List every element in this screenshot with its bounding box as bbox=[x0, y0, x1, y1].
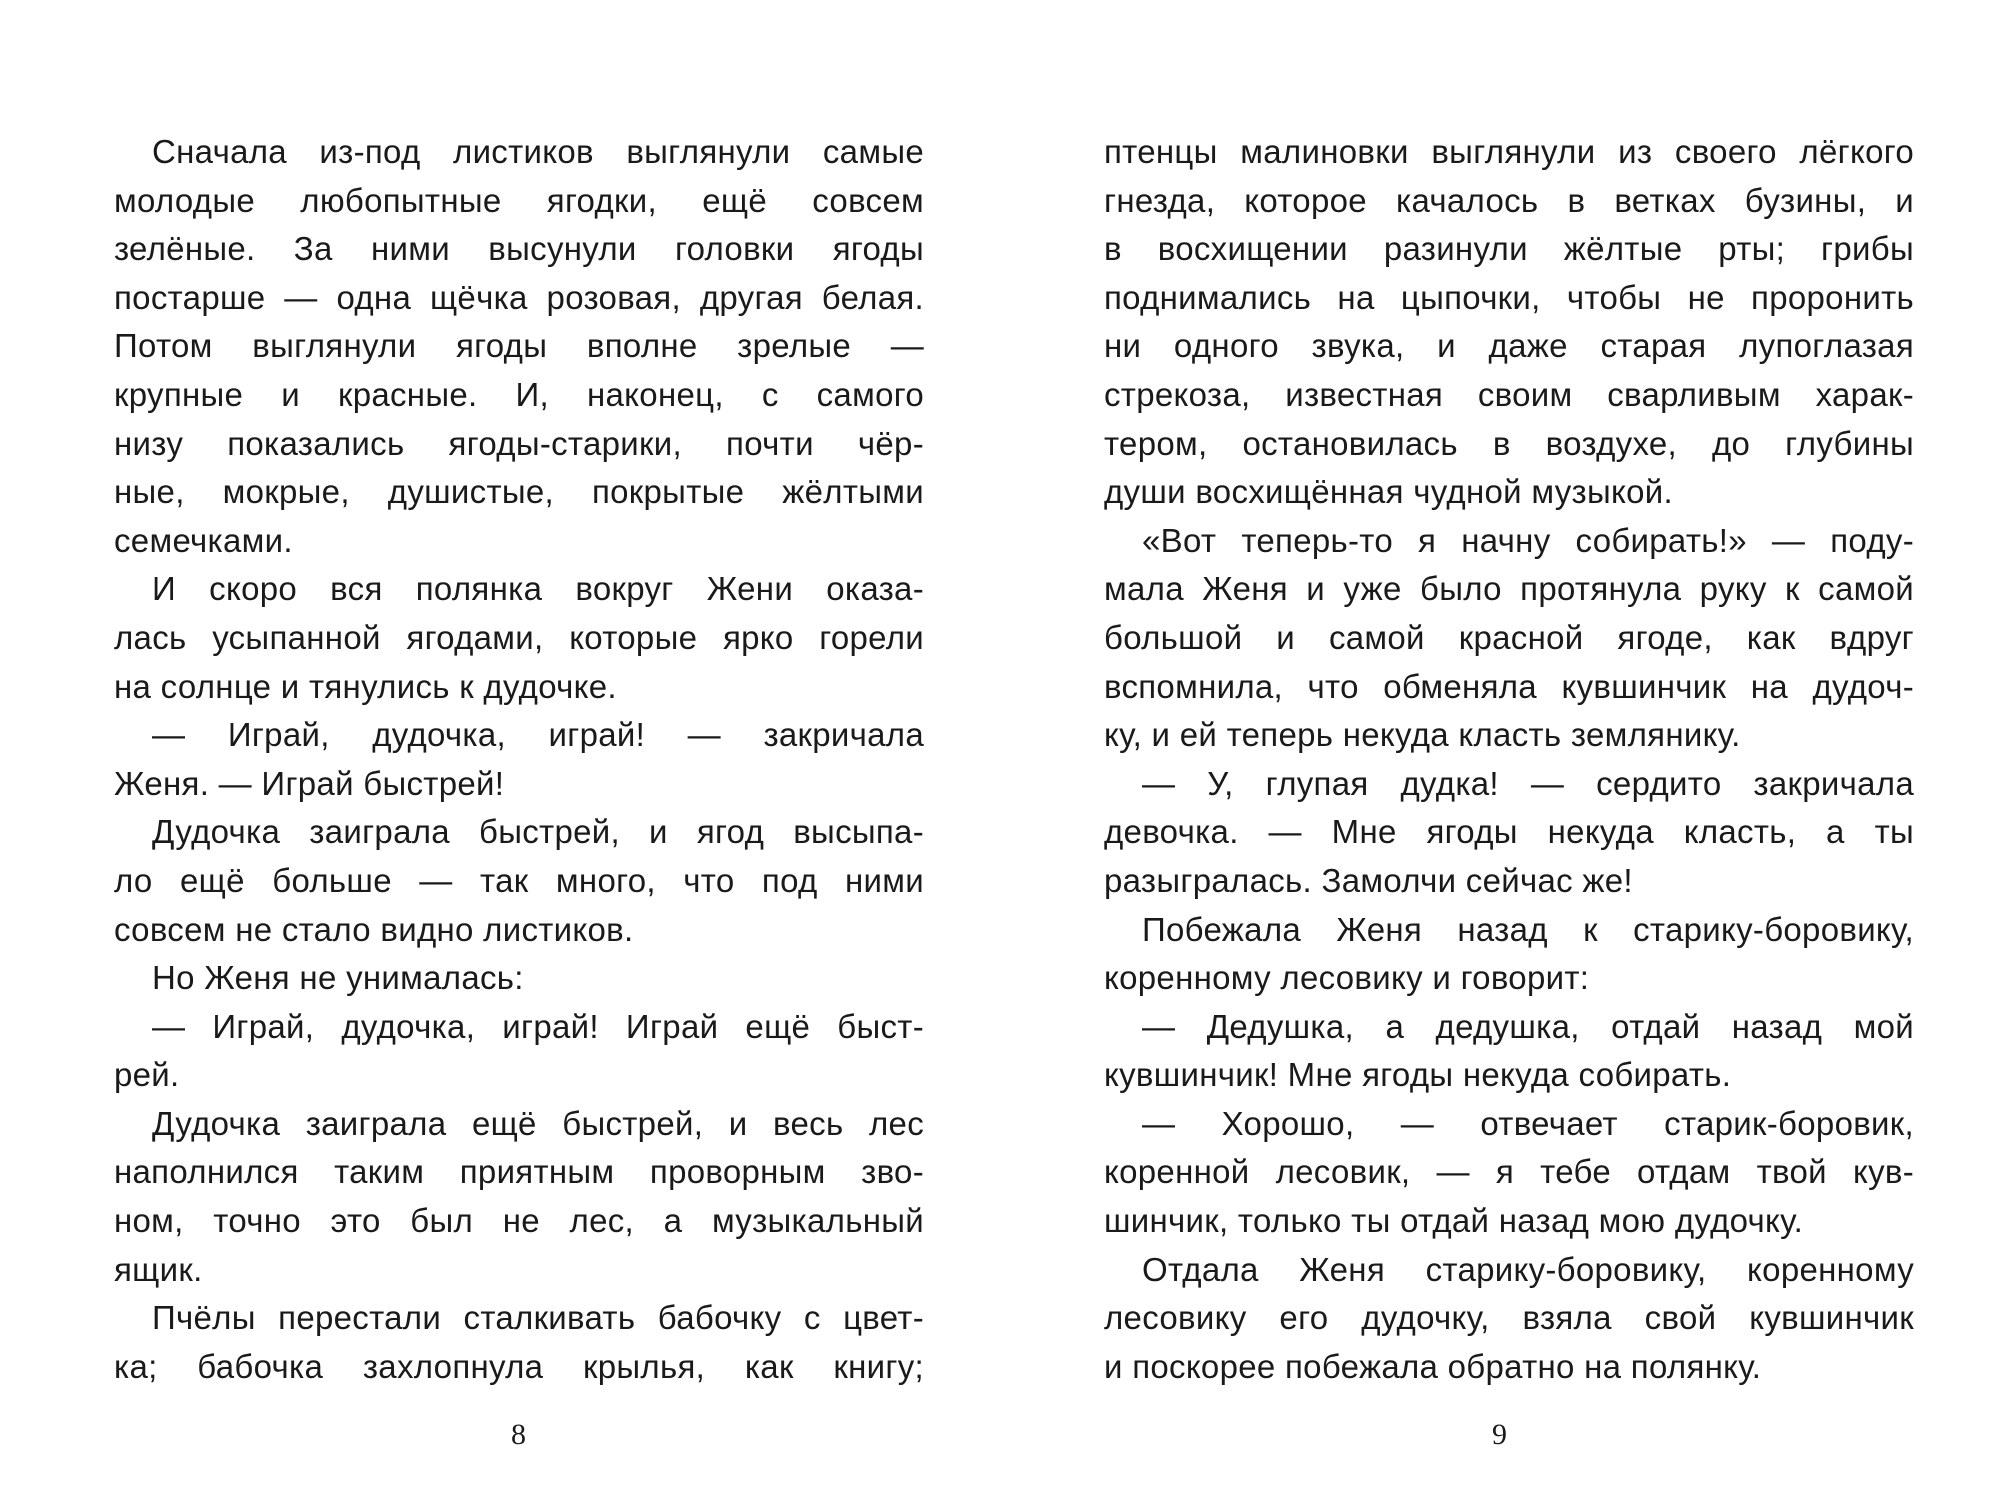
text-line: лесовику его дудочку, взяла свой кувшинчик bbox=[1104, 1299, 1914, 1337]
text-line: птенцы малиновки выглянули из своего лёгкого bbox=[1104, 133, 1914, 170]
text-line: вспомнила, что обменяла кувшинчик на дудоч- bbox=[1104, 667, 1914, 705]
text-line: крупные и красные. И, наконец, с самого bbox=[114, 375, 924, 413]
text-line: — Хорошо, — отвечает старик-боровик, bbox=[1142, 1104, 1914, 1142]
text-line: кувшинчик! Мне ягоды некуда собирать. bbox=[1104, 1056, 1732, 1094]
text-line: большой и самой красной ягоде, как вдруг bbox=[1104, 618, 1914, 656]
text-line: на солнце и тянулись к дудочке. bbox=[114, 667, 617, 705]
text-line: шинчик, только ты отдай назад мою дудочку. bbox=[1104, 1202, 1804, 1240]
text-line: тером, остановилась в воздухе, до глубины bbox=[1104, 424, 1914, 462]
text-line: девочка. — Мне ягоды некуда класть, а ты bbox=[1104, 813, 1914, 851]
text-line: Побежала Женя назад к старику-боровику, bbox=[1142, 910, 1914, 948]
text-line: стрекоза, известная своим сварливым харак- bbox=[1104, 375, 1914, 413]
text-line: Но Женя не унималась: bbox=[152, 959, 524, 997]
text-line: и поскорее побежала обратно на полянку. bbox=[1104, 1347, 1762, 1385]
text-line: И скоро вся полянка вокруг Жени оказа- bbox=[152, 570, 924, 608]
text-line: коренной лесовик, — я тебе отдам твой кув- bbox=[1104, 1153, 1914, 1191]
text-line: в восхищении разинули жёлтые рты; грибы bbox=[1104, 230, 1914, 268]
text-line: Дудочка заиграла ещё быстрей, и весь лес bbox=[152, 1104, 924, 1142]
text-line: семечками. bbox=[114, 521, 293, 559]
text-line: души восхищённая чудной музыкой. bbox=[1104, 473, 1673, 511]
text-line: поднимались на цыпочки, чтобы не проронить bbox=[1104, 278, 1914, 316]
text-line: ные, мокрые, душистые, покрытые жёлтыми bbox=[114, 473, 924, 511]
text-line: Потом выглянули ягоды вполне зрелые — bbox=[114, 327, 924, 365]
text-line: Пчёлы перестали сталкивать бабочку с цвет- bbox=[152, 1299, 924, 1337]
text-line: низу показались ягоды-старики, почти чёр- bbox=[114, 424, 924, 462]
text-line: ящик. bbox=[114, 1250, 203, 1288]
text-line: — Играй, дудочка, играй! Играй ещё быст- bbox=[152, 1007, 924, 1045]
text-line: — Играй, дудочка, играй! — закричала bbox=[152, 716, 924, 754]
text-line: ку, и ей теперь некуда класть землянику. bbox=[1104, 716, 1741, 754]
text-line: рей. bbox=[114, 1056, 180, 1094]
right-page-text bbox=[1104, 128, 1914, 1391]
text-line: гнезда, которое качалось в ветках бузины, и bbox=[1104, 181, 1914, 219]
text-line: Дудочка заиграла быстрей, и ягод высыпа- bbox=[152, 813, 924, 851]
text-line: ни одного звука, и даже старая лупоглазая bbox=[1104, 327, 1914, 365]
text-line: наполнился таким приятным проворным зво- bbox=[114, 1153, 924, 1191]
text-line: разыгралась. Замолчи сейчас же! bbox=[1104, 861, 1633, 899]
right-page-number: 9 bbox=[1492, 1418, 1507, 1451]
text-line: лась усыпанной ягодами, которые ярко горели bbox=[114, 618, 924, 656]
text-line: ка; бабочка захлопнула крылья, как книгу; bbox=[114, 1347, 924, 1385]
text-line: коренному лесовику и говорит: bbox=[1104, 959, 1590, 997]
text-line: совсем не стало видно листиков. bbox=[114, 910, 634, 948]
right-page bbox=[1000, 0, 2000, 1504]
text-line: Отдала Женя старику-боровику, коренному bbox=[1142, 1250, 1914, 1288]
text-line: — Дедушка, а дедушка, отдай назад мой bbox=[1142, 1007, 1914, 1045]
text-line: постарше — одна щёчка розовая, другая белая. bbox=[114, 278, 924, 316]
text-line: молодые любопытные ягодки, ещё совсем bbox=[114, 181, 924, 219]
left-page-number: 8 bbox=[511, 1418, 526, 1451]
text-line: Женя. — Играй быстрей! bbox=[114, 764, 505, 802]
text-line: Сначала из-под листиков выглянули самые bbox=[152, 133, 924, 170]
text-line: зелёные. За ними высунули головки ягоды bbox=[114, 230, 924, 268]
text-line: — У, глупая дудка! — сердито закричала bbox=[1142, 764, 1914, 802]
text-line: ном, точно это был не лес, а музыкальный bbox=[114, 1202, 924, 1240]
text-line: «Вот теперь-то я начну собирать!» — поду- bbox=[1142, 521, 1914, 559]
text-line: ло ещё больше — так много, что под ними bbox=[114, 861, 924, 899]
text-line: мала Женя и уже было протянула руку к самой bbox=[1104, 570, 1914, 608]
left-page-text bbox=[114, 128, 924, 1391]
